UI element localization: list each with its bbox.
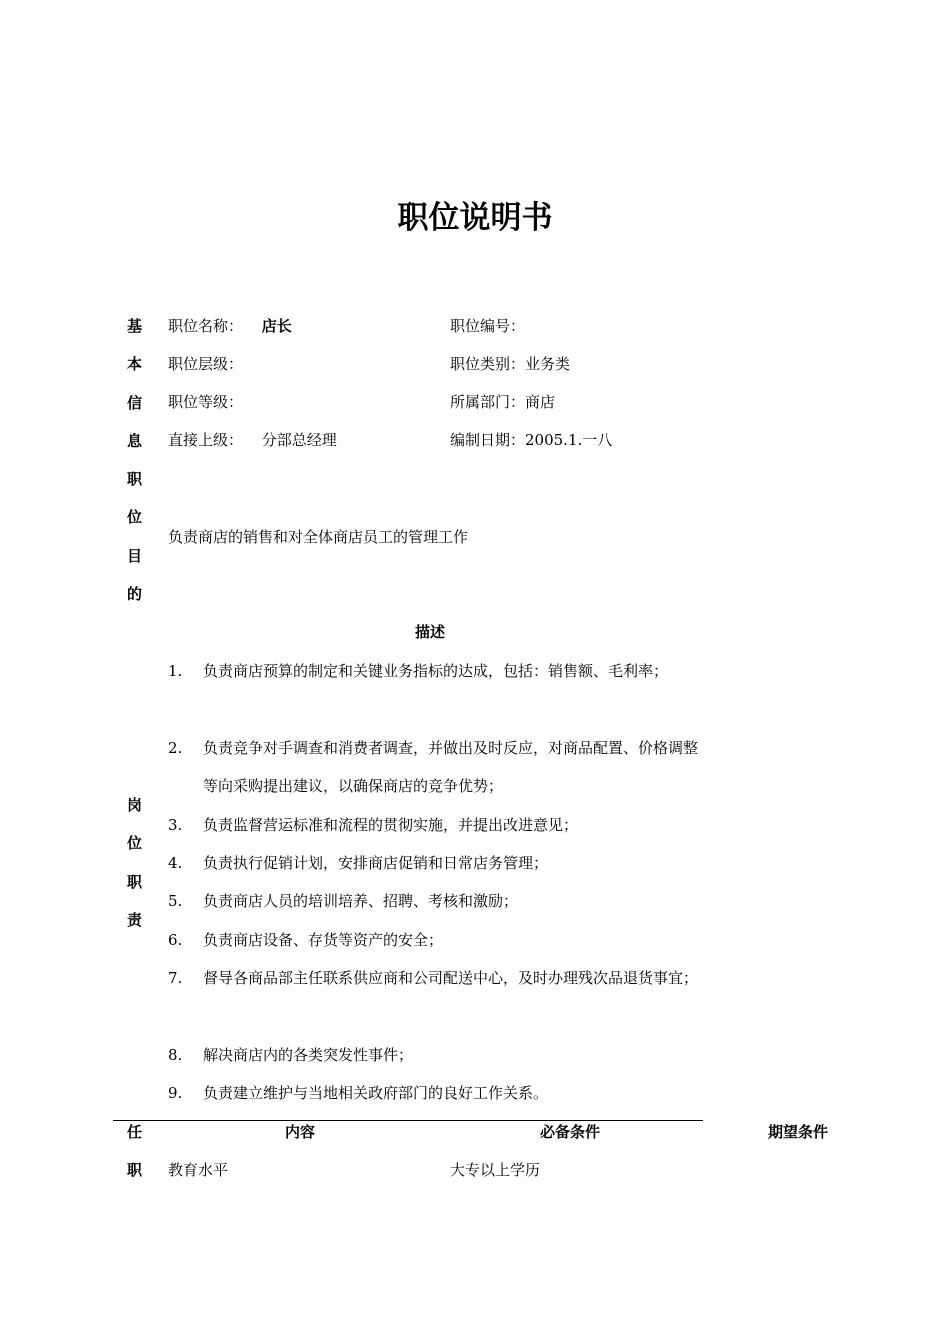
superior-value: 分部总经理 (261, 431, 337, 449)
duty-number: 7. (168, 969, 183, 987)
position-code-label: 职位编号： (450, 317, 526, 335)
purpose-text: 负责商店的销售和对全体商店员工的管理工作 (168, 528, 469, 546)
position-grade-label: 职位等级： (168, 393, 244, 411)
section-label-purpose: 职 位 目 的 (127, 470, 143, 604)
page-title: 职位说明书 (397, 200, 553, 236)
compile-date-label: 编制日期：2005.1.一八 (450, 431, 613, 449)
superior-field (168, 430, 337, 450)
position-category-label: 职位类别：业务类 (450, 355, 571, 373)
duty-item: 负责监督营运标准和流程的贯彻实施，并提出改进意见； (203, 816, 579, 834)
duty-number: 4. (168, 854, 183, 872)
duty-number: 1. (168, 662, 183, 680)
duty-item: 解决商店内的各类突发性事件； (203, 1046, 414, 1064)
section-label-qualification: 任 职 (127, 1123, 143, 1180)
duty-item: 督导各商品部主任联系供应商和公司配送中心，及时办理残次品退货事宜； (203, 969, 699, 987)
duty-number: 5. (168, 892, 183, 910)
column-header-expected: 期望条件 (768, 1123, 829, 1141)
row-content: 教育水平 (168, 1161, 229, 1179)
column-header-content: 内容 (285, 1123, 316, 1141)
duty-item: 负责商店设备、存货等资产的安全； (203, 931, 444, 949)
duty-number: 9. (168, 1084, 183, 1102)
position-level-label: 职位层级： (168, 355, 244, 373)
duty-item: 负责商店预算的制定和关键业务指标的达成，包括：销售额、毛利率； (203, 662, 669, 680)
position-name-value: 店长 (261, 317, 292, 335)
superior-label: 直接上级： (168, 431, 244, 449)
table-divider (113, 1120, 703, 1121)
department-label: 所属部门：商店 (450, 393, 556, 411)
duties-header: 描述 (415, 623, 446, 641)
section-label-basic-info: 基 本 信 息 (127, 317, 143, 451)
position-name-field (168, 316, 292, 336)
duty-number: 8. (168, 1046, 183, 1064)
duty-item: 负责竞争对手调查和消费者调查，并做出及时反应，对商品配置、价格调整等向采购提出建议，以确保商店的竞争优势； (203, 739, 699, 796)
column-header-required: 必备条件 (540, 1123, 601, 1141)
duty-item: 负责建立维护与当地相关政府部门的良好工作关系。 (203, 1084, 549, 1102)
position-name-label: 职位名称： (168, 317, 244, 335)
duty-item: 负责商店人员的培训培养、招聘、考核和激励； (203, 892, 519, 910)
duty-number: 2. (168, 739, 183, 757)
duty-item: 负责执行促销计划，安排商店促销和日常店务管理； (203, 854, 549, 872)
row-required: 大专以上学历 (450, 1161, 541, 1179)
duty-number: 3. (168, 816, 183, 834)
duty-number: 6. (168, 931, 183, 949)
section-label-duties: 岗 位 职 责 (127, 796, 143, 930)
